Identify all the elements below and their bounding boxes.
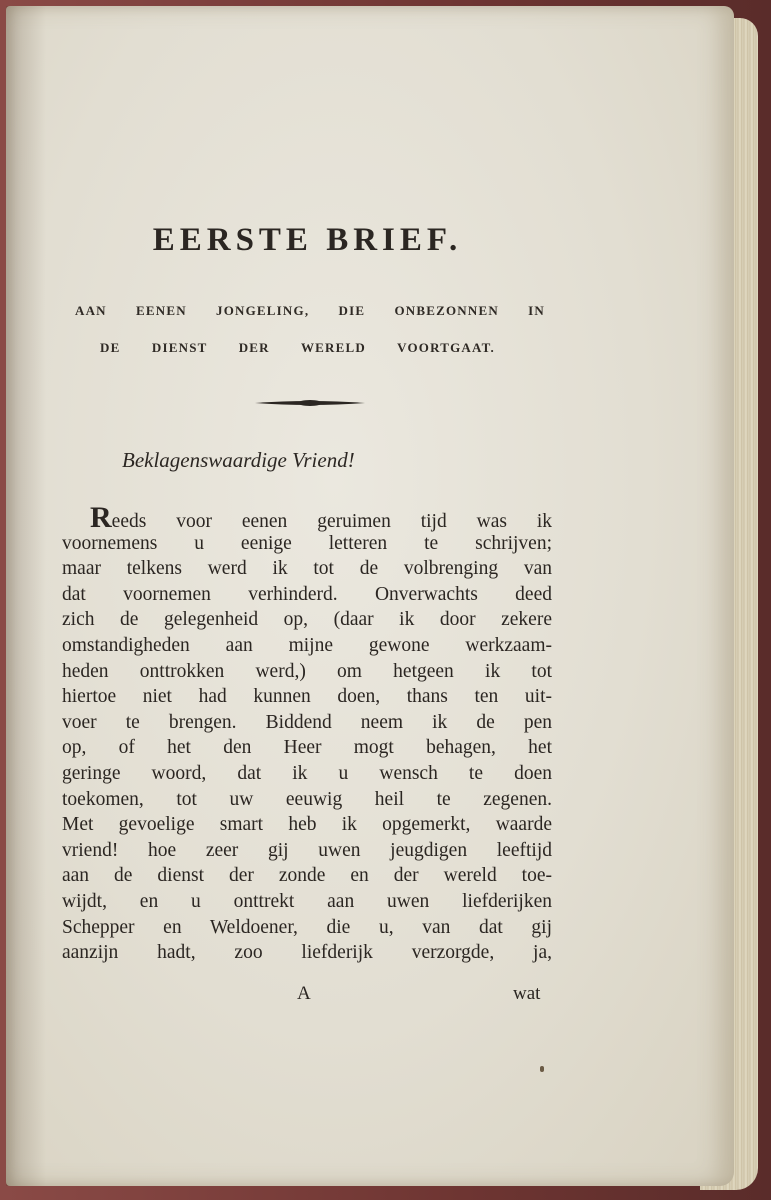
body-line: Met gevoelige smart heb ik opgemerkt, waarde xyxy=(62,814,552,836)
body-line: op, of het den Heer mogt behagen, het xyxy=(62,737,552,759)
body-line: aanzijn hadt, zoo liefderijk verzorgde, ja, xyxy=(62,942,552,964)
drop-cap: R xyxy=(90,501,112,534)
body-line: zich de gelegenheid op, (daar ik door zekere xyxy=(62,609,552,631)
signature-mark: A xyxy=(297,983,311,1004)
body-line: vriend! hoe zeer gij uwen jeugdigen leeftijd xyxy=(62,839,552,861)
body-line: heden onttrokken werd,) om hetgeen ik tot xyxy=(62,660,552,682)
letter-subtitle-line-1: AAN EENEN JONGELING, DIE ONBEZONNEN IN xyxy=(75,303,545,318)
body-line: geringe woord, dat ik u wensch te doen xyxy=(62,762,552,784)
body-line: toekomen, tot uw eeuwig heil te zegenen. xyxy=(62,788,552,810)
body-line: maar telkens werd ik tot de volbrenging van xyxy=(62,558,552,580)
body-line: Reeds voor eenen geruimen tijd was ik xyxy=(90,501,552,534)
body-line: voornemens u eenige letteren te schrijven; xyxy=(62,532,552,554)
body-line: omstandigheden aan mijne gewone werkzaam- xyxy=(62,634,552,656)
body-line: voer te brengen. Biddend neem ik de pen xyxy=(62,711,552,733)
letter-title: EERSTE BRIEF. xyxy=(152,222,463,258)
body-line: aan de dienst der zonde en der wereld toe- xyxy=(62,865,552,887)
body-line: wijdt, en u onttrekt aan uwen liefderijken xyxy=(62,890,552,912)
letter-subtitle-line-2: DE DIENST DER WERELD VOORTGAAT. xyxy=(100,340,495,355)
letter-body xyxy=(62,501,552,966)
body-line: dat voornemen verhinderd. Onverwachts deed xyxy=(62,583,552,605)
paper-speck xyxy=(540,1066,544,1072)
salutation: Beklagenswaardige Vriend! xyxy=(122,448,355,472)
ornamental-divider xyxy=(255,396,365,410)
catchword: wat xyxy=(513,983,541,1004)
body-line: hiertoe niet had kunnen doen, thans ten uit- xyxy=(62,686,552,708)
body-line: Schepper en Weldoener, die u, van dat gij xyxy=(62,916,552,938)
spine-shadow xyxy=(6,6,46,1186)
